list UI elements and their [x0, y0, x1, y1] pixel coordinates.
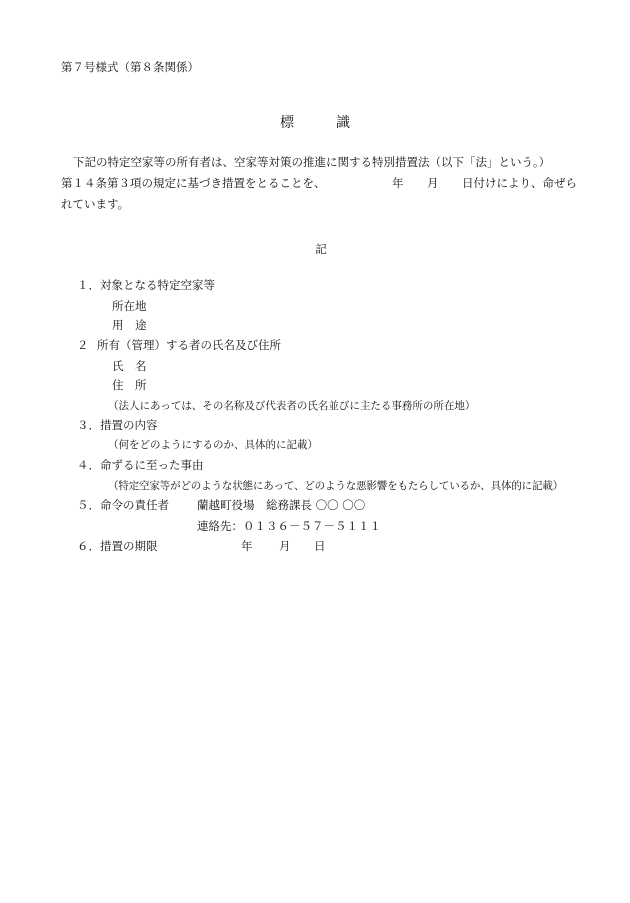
intro-line-2: 第１４条第３項の規定に基づき措置をとることを、	[61, 176, 326, 190]
item-6-year: 年	[241, 539, 253, 553]
document-title	[0, 112, 630, 132]
item-5-number: ５．	[77, 498, 100, 512]
item-2-address-label: 住 所	[112, 378, 147, 392]
item-6-day: 日	[314, 539, 326, 553]
intro-line-3: れています。	[61, 197, 130, 211]
item-4-number: ４．	[77, 458, 100, 472]
item-2-name-label: 氏 名	[112, 359, 147, 373]
item-4-note: （特定空家等がどのような状態にあって、どのような悪影響をもたらしているか、具体的に記載）	[108, 480, 564, 492]
item-5-responsible-person: 蘭越町役場 総務課長 〇〇 〇〇	[197, 498, 366, 512]
item-6-number: ６．	[77, 539, 100, 553]
item-2-label: 所有（管理）する者の氏名及び住所	[97, 338, 281, 352]
ki-heading: 記	[315, 242, 327, 256]
item-6-label: 措置の期限	[100, 539, 158, 553]
form-label: 第７号様式（第８条関係）	[61, 60, 199, 74]
item-1-label: 対象となる特定空家等	[100, 278, 215, 292]
intro-line-2-end: 日付けにより、命ぜら	[462, 176, 577, 190]
title-char-2: 識	[336, 115, 350, 131]
title-char-1: 標	[280, 115, 294, 131]
item-2-note: （法人にあっては、その名称及び代表者の氏名並びに主たる事務所の所在地）	[108, 400, 476, 412]
item-3-note: （何をどのようにするのか、具体的に記載）	[108, 439, 318, 451]
item-1-number: １．	[77, 278, 100, 292]
item-2-number: ２	[77, 338, 89, 352]
intro-month: 月	[427, 176, 439, 190]
item-6-month: 月	[279, 539, 291, 553]
intro-year: 年	[392, 176, 404, 190]
item-5-label: 命令の責任者	[100, 498, 169, 512]
item-1-use-label: 用 途	[112, 318, 147, 332]
item-5-contact: 連絡先：０１３６－５７－５１１１	[197, 519, 381, 533]
item-3-number: ３．	[77, 418, 100, 432]
item-4-label: 命ずるに至った事由	[100, 458, 204, 472]
item-3-label: 措置の内容	[100, 418, 158, 432]
intro-line-1: 下記の特定空家等の所有者は、空家等対策の推進に関する特別措置法（以下「法」という。）	[73, 155, 551, 169]
item-1-location-label: 所在地	[112, 299, 147, 313]
